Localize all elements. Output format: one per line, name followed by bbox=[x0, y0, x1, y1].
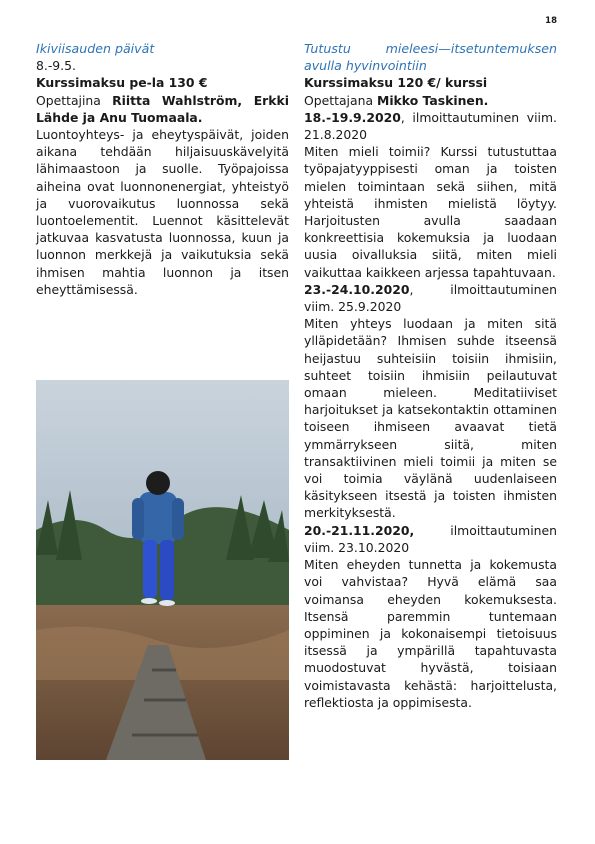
session-1-text: Miten mieli toimii? Kurssi tutustuttaa työpajatyyppisesti oman ja toisten mielen toimintaan sekä siihen, mitä yhteistä ihmisten mielistä löytyy. Harjoitusten avulla saadaan konkreettisia kokemuksia ja luodaan uusia oivalluksia siitä, miten mieli vaikuttaa kaikkeen arjessa tapahtuvaan. bbox=[304, 144, 557, 280]
photo bbox=[36, 380, 289, 760]
course-fee-text: Kurssimaksu pe-la 130 € bbox=[36, 75, 208, 91]
course-description: Luontoyhteys- ja eheytyspäivät, joiden aikana tehdään hiljaisuuskävelyitä lähimaastoon ja suolle. Työpajoissa aiheina ovat luonnonenergiat, yhteistyö ja vuorovaikutus luonnossa sekä luontoelementit. Luennot käsittelevät jatkuvaa kasvatusta luonnossa, kuun ja luonnon merkkejä ja vaikutuksia sekä ihmisen mahtia luonnon ja itsen eheyttämisessä. bbox=[36, 127, 289, 297]
session-3-date: 20.-21.11.2020, bbox=[304, 522, 415, 538]
course-fee bbox=[36, 74, 289, 91]
teacher-name: Mikko Taskinen. bbox=[376, 92, 489, 108]
session-2-date: 23.-24.10.2020 bbox=[304, 281, 410, 297]
session-2-registration: , ilmoittautuminen viim. 25.9.2020 bbox=[304, 281, 557, 315]
session-2-text: Miten yhteys luodaan ja miten sitä ylläpidetään? Ihmisen suhde itseensä heijastuu suhteisiin toisiin ihmisiin, suhteet toisiin ihmisiin peilautuvat omaan mieleen. Meditatiiviset harjoitukset ja katsekontaktin ottaminen toiseen ihmiseen avaavat tietä ymmärrykseen siitä, miten transaktiivinen mieli toimii ja miten se voi toimia väylänä uudenlaiseen käsitykseen itsestä ja toisten ihmisten merkityksestä. bbox=[304, 316, 557, 521]
course-teachers bbox=[36, 92, 289, 126]
session-1-dates bbox=[304, 109, 557, 143]
teachers-names: Riitta Wahlström, Erkki Lähde ja Anu Tuomaala. bbox=[36, 92, 289, 125]
teachers-prefix: Opettajina bbox=[36, 92, 113, 108]
session-3-registration: ilmoittautuminen viim. 23.10.2020 bbox=[304, 522, 557, 555]
course-title-ikiviisaus: Ikiviisauden päivät bbox=[36, 41, 155, 56]
course-title-tutustu: Tutustu mieleesi—itsetuntemuksen avulla hyvinvointiin bbox=[304, 41, 557, 74]
session-3-dates bbox=[304, 522, 557, 556]
session-1-date: 18.-19.9.2020 bbox=[304, 109, 401, 125]
course-teacher-right bbox=[304, 92, 557, 109]
session-2-dates bbox=[304, 281, 557, 315]
session-3-text: Miten eheyden tunnetta ja kokemusta voi vahvistaa? Hyvä elämä saa voimansa eheyden kokemuksesta. Itsensä paremmin tuntemaan oppiminen ja kokonaisempi tietoisuus itsessä ja ympärillä tapahtuvasta muodostuvat hyvästä, toisiaan voimistavasta kehästä: harjoittelusta, reflektiosta ja oppimisesta. bbox=[304, 557, 557, 710]
course-fee-right bbox=[304, 74, 557, 91]
page-number: 18 bbox=[545, 16, 557, 26]
right-column bbox=[304, 40, 557, 711]
person-walking-on-boardwalk-photo bbox=[36, 380, 289, 760]
course-dates: 8.-9.5. bbox=[36, 58, 76, 74]
session-1-registration: , ilmoittautuminen viim. 21.8.2020 bbox=[304, 109, 557, 143]
left-column bbox=[36, 40, 289, 298]
teacher-prefix: Opettajana bbox=[304, 92, 377, 108]
course-fee-right-text: Kurssimaksu 120 €/ kurssi bbox=[304, 75, 488, 91]
